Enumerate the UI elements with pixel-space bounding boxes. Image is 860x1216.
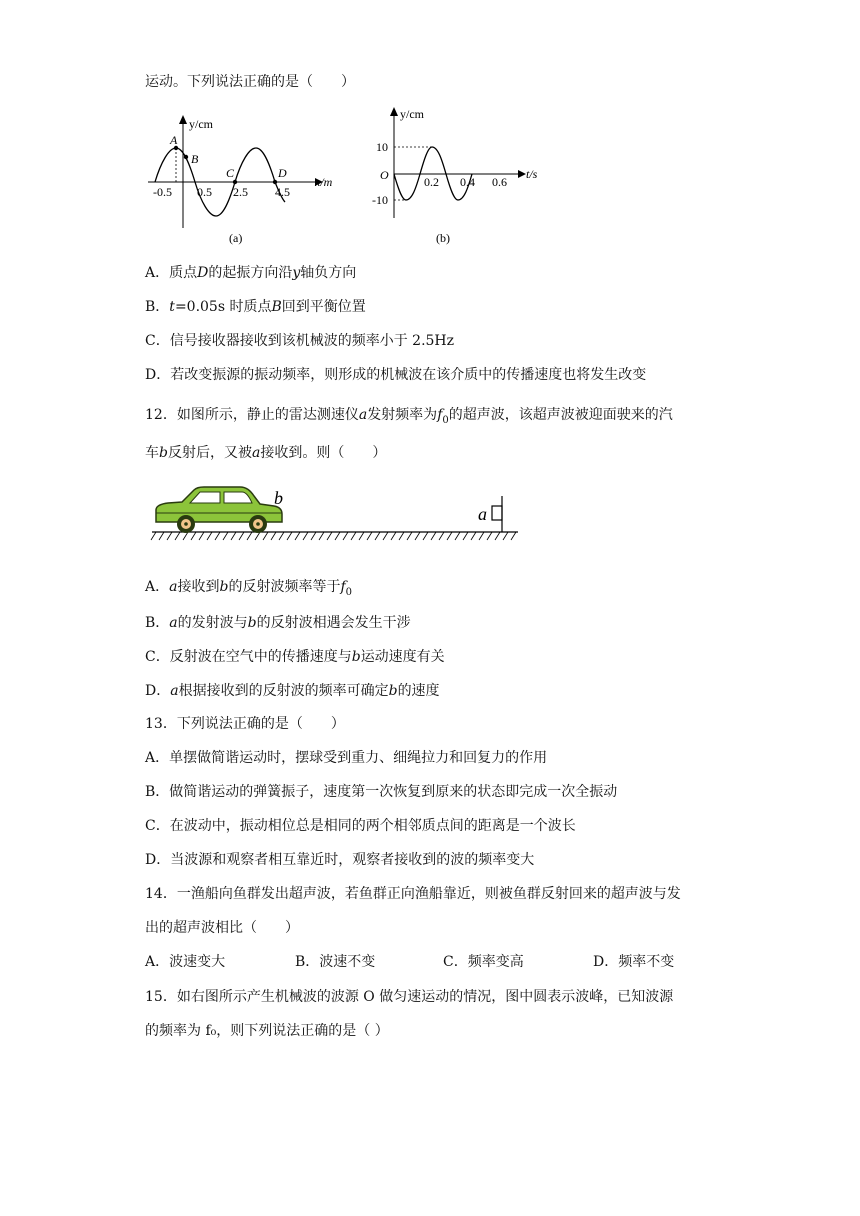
- q12-figure: [148, 482, 523, 548]
- q11-figure-b: [368, 100, 548, 250]
- q12-stem-line1: 12．如图所示，静止的雷达测速仪a发射频率为$f_0$的超声波，该超声波被迎面驶来的汽: [145, 407, 673, 426]
- fig-a-point-d: D: [278, 166, 287, 180]
- fig-b-ylabel: y/cm: [400, 107, 424, 121]
- q11-option-c: C．信号接收器接收到该机械波的频率小于 2.5Hz: [145, 333, 455, 349]
- q13-stem: 13．下列说法正确的是（ ）: [145, 716, 345, 732]
- fig-a-point-b: B: [191, 152, 199, 166]
- fig-a-caption: (a): [229, 231, 243, 245]
- q11-option-d: D．若改变振源的振动频率，则形成的机械波在该介质中的传播速度也将发生改变: [145, 367, 647, 383]
- q11-figure-a: [143, 110, 343, 250]
- q14-stem-line1: 14．一渔船向鱼群发出超声波，若鱼群正向渔船靠近，则被鱼群反射回来的超声波与发: [145, 886, 681, 902]
- q11-stem-tail: 运动。下列说法正确的是（ ）: [145, 74, 355, 90]
- q12-option-b: B．a的发射波与b的反射波相遇会发生干涉: [145, 615, 411, 631]
- fig-a-tick: 4.5: [275, 185, 290, 199]
- fig-b-ytick: 10: [376, 140, 388, 154]
- radar-label-a: a: [478, 504, 487, 524]
- fig-a-tick: 0.5: [197, 185, 212, 199]
- q13-option-a: A．单摆做简谐运动时，摆球受到重力、细绳拉力和回复力的作用: [145, 750, 548, 766]
- car-icon: [156, 487, 282, 533]
- q13-option-d: D．当波源和观察者相互靠近时，观察者接收到的波的频率变大: [145, 852, 535, 868]
- q13-option-c: C．在波动中，振动相位总是相同的两个相邻质点间的距离是一个波长: [145, 818, 576, 834]
- fig-a-xlabel: x/m: [315, 175, 333, 189]
- q15-stem-line2: 的频率为 f₀，则下列说法正确的是（ ）: [145, 1023, 389, 1039]
- radar-icon: [492, 496, 502, 532]
- fig-a-tick: -0.5: [153, 185, 172, 199]
- q15-stem-line1: 15．如右图所示产生机械波的波源 O 做匀速运动的情况，图中圆表示波峰，已知波源: [145, 989, 674, 1005]
- fig-b-origin: O: [380, 168, 389, 182]
- car-label-b: b: [274, 488, 283, 508]
- q12-option-a: A．a接收到b的反射波频率等于$f_0$: [145, 579, 353, 598]
- q11-option-b: B．t=0.05s 时质点B回到平衡位置: [145, 299, 366, 315]
- q14-stem-line2: 出的超声波相比（ ）: [145, 920, 299, 936]
- q12-option-d: D．a根据接收到的反射波的频率可确定b的速度: [145, 683, 440, 699]
- fig-b-caption: (b): [436, 231, 450, 245]
- fig-a-ylabel: y/cm: [189, 117, 213, 131]
- fig-a-tick: 2.5: [233, 185, 248, 199]
- q14-option-a: A．波速变大: [145, 954, 226, 970]
- fig-a-point-c: C: [226, 166, 235, 180]
- fig-b-xtick: 0.6: [492, 175, 507, 189]
- q13-option-b: B．做简谐运动的弹簧振子，速度第一次恢复到原来的状态即完成一次全振动: [145, 784, 618, 800]
- q14-option-b: B．波速不变: [295, 954, 376, 970]
- fig-b-ytick: -10: [372, 193, 388, 207]
- fig-b-xlabel: t/s: [526, 167, 538, 181]
- q12-stem-line2: 车b反射后，又被a接收到。则（ ）: [145, 445, 387, 461]
- fig-a-point-a: A: [170, 133, 178, 147]
- fig-b-xtick: 0.4: [460, 175, 475, 189]
- fig-b-xtick: 0.2: [424, 175, 439, 189]
- q14-option-c: C．频率变高: [443, 954, 524, 970]
- q11-option-a: A．质点D的起振方向沿y轴负方向: [145, 265, 357, 281]
- q12-option-c: C．反射波在空气中的传播速度与b运动速度有关: [145, 649, 445, 665]
- q14-option-d: D．频率不变: [593, 954, 675, 970]
